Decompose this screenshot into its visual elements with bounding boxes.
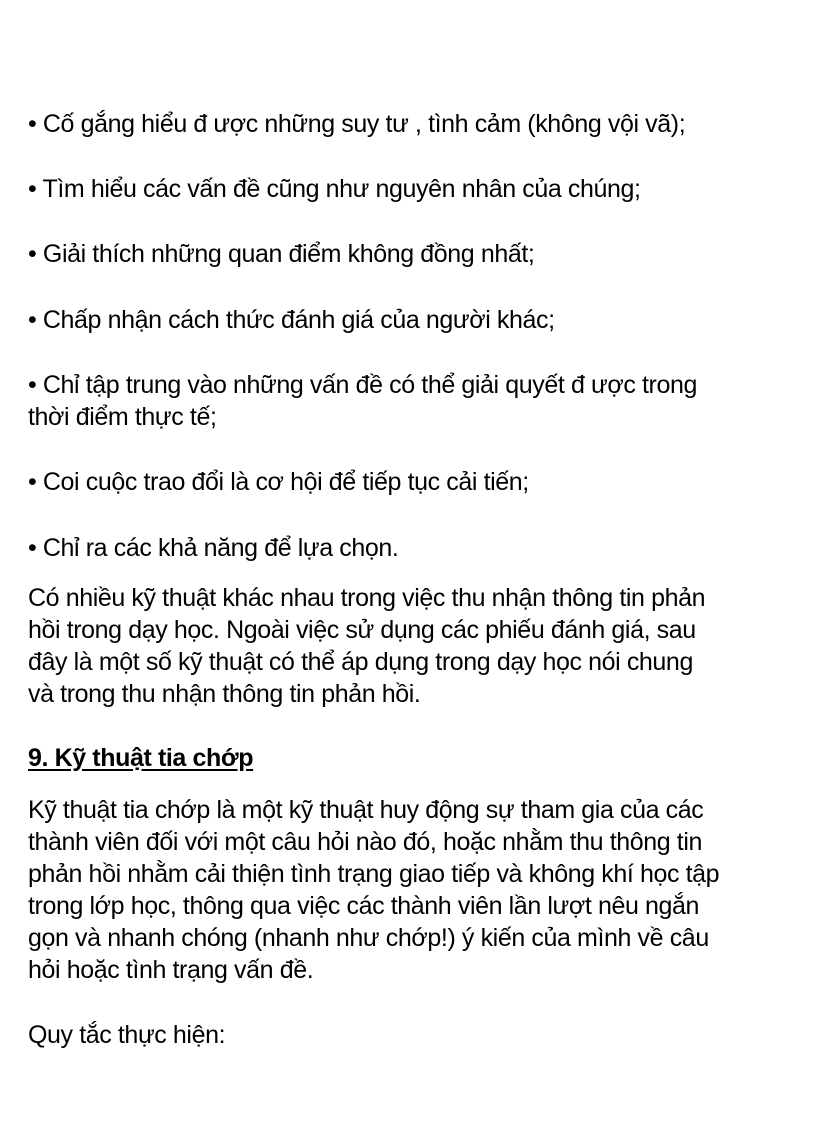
- description-line-1: Kỹ thuật tia chớp là một kỹ thuật huy động sự tham gia của các: [28, 796, 704, 824]
- rules-label: Quy tắc thực hiện:: [28, 1021, 226, 1049]
- intro-line-2: hồi trong dạy học. Ngoài việc sử dụng các phiếu đánh giá, sau: [28, 616, 696, 644]
- bullet-opportunity: • Coi cuộc trao đổi là cơ hội để tiếp tục cải tiến;: [28, 468, 529, 496]
- bullet-options: • Chỉ ra các khả năng để lựa chọn.: [28, 534, 399, 562]
- description-line-5: gọn và nhanh chóng (nhanh như chớp!) ý kiến của mình về câu: [28, 924, 709, 952]
- description-line-4: trong lớp học, thông qua việc các thành viên lần lượt nêu ngắn: [28, 892, 700, 920]
- intro-line-3: đây là một số kỹ thuật có thể áp dụng trong dạy học nói chung: [28, 648, 693, 676]
- bullet-accept-evaluation: • Chấp nhận cách thức đánh giá của người khác;: [28, 306, 555, 334]
- bullet-find-causes: • Tìm hiểu các vấn đề cũng như nguyên nhân của chúng;: [28, 175, 641, 203]
- description-line-3: phản hồi nhằm cải thiện tình trạng giao tiếp và không khí học tập: [28, 860, 720, 888]
- bullet-explain-views: • Giải thích những quan điểm không đồng nhất;: [28, 240, 535, 268]
- description-line-6: hỏi hoặc tình trạng vấn đề.: [28, 956, 314, 984]
- intro-line-4: và trong thu nhận thông tin phản hồi.: [28, 680, 421, 708]
- intro-line-1: Có nhiều kỹ thuật khác nhau trong việc thu nhận thông tin phản: [28, 584, 706, 612]
- bullet-focus-line-2: thời điểm thực tế;: [28, 403, 217, 431]
- description-line-2: thành viên đối với một câu hỏi nào đó, hoặc nhằm thu thông tin: [28, 828, 703, 856]
- bullet-understand: • Cố gắng hiểu đ ược những suy tư , tình cảm (không vội vã);: [28, 110, 686, 138]
- bullet-focus-line-1: • Chỉ tập trung vào những vấn đề có thể giải quyết đ ược trong: [28, 371, 697, 399]
- section-heading: 9. Kỹ thuật tia chớp: [28, 744, 254, 772]
